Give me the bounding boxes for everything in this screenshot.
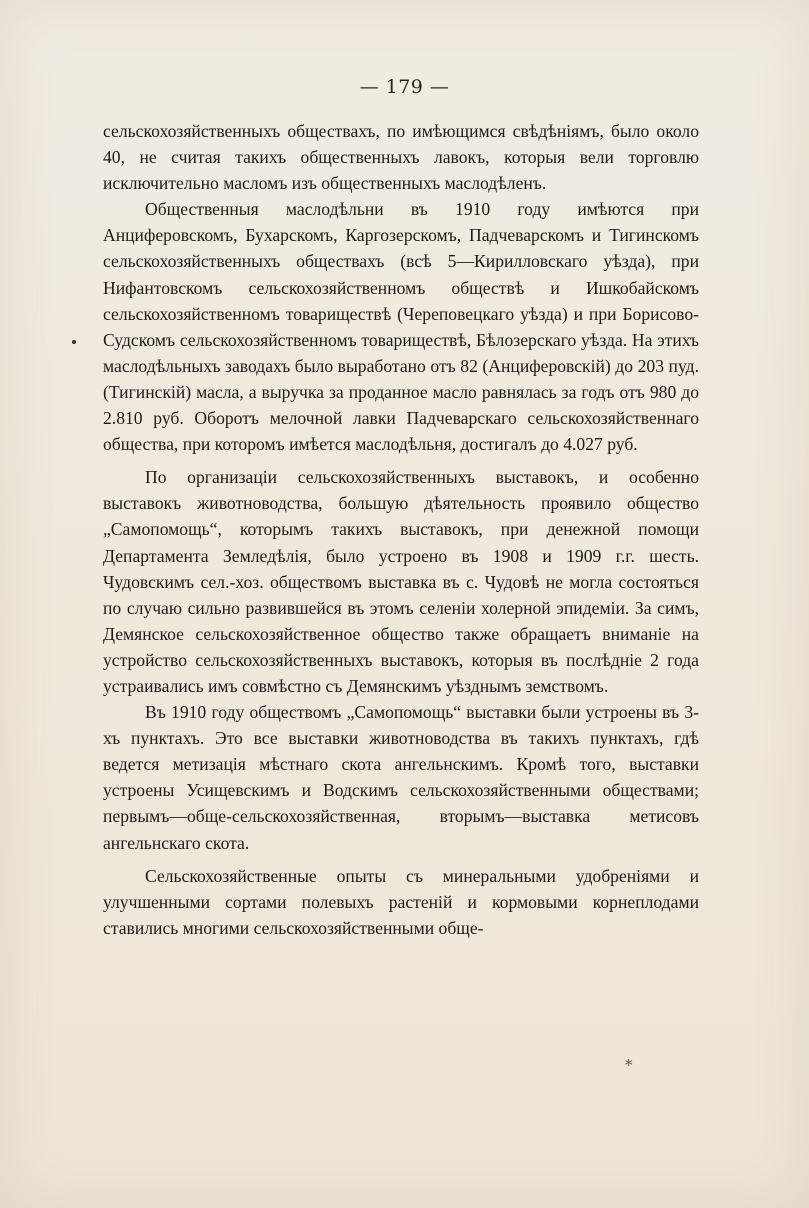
body-text: [103, 118, 699, 941]
paragraph-2: Общественныя маслодѣльни въ 1910 году имѣются при Анциферовскомъ, Бухарскомъ, Каргозерскомъ, Падчеварскомъ и Тигинскомъ сельскохозяйственныхъ обществахъ (всѣ 5—Кирилловскаго уѣзда), при Нифантовскомъ сельскохозяйственномъ обществѣ и Ишкобайскомъ сельскохозяйственномъ товариществѣ (Череповецкаго уѣзда) и при Борисово-Судскомъ сельскохозяйственномъ товариществѣ, Бѣлозерскаго уѣзда. На этихъ маслодѣльныхъ заводахъ было выработано отъ 82 (Анциферовскій) до 203 пуд. (Тигинскій) масла, а выручка за проданное масло равнялась за годъ отъ 980 до 2.810 руб. Оборотъ мелочной лавки Падчеварскаго сельскохозяйственнаго общества, при которомъ имѣется маслодѣльня, достигалъ до 4.027 руб.: [103, 199, 699, 455]
signature-mark: *: [625, 1056, 633, 1074]
paragraph-1: сельскохозяйственныхъ обществахъ, по имѣющимся свѣдѣніямъ, было около 40, не считая такихъ общественныхъ лавокъ, которыя вели торговлю исключительно масломъ изъ общественныхъ маслодѣленъ.: [103, 121, 699, 194]
margin-mark: [72, 340, 76, 344]
paragraph-5: Сельскохозяйственные опыты съ минеральными удобреніями и улучшенными сортами полевыхъ растеній и кормовыми корнеплодами ставились многими сельскохозяйственными обще-: [103, 865, 699, 938]
page-number: — 179 —: [359, 76, 450, 98]
paragraph-4: Въ 1910 году обществомъ „Самопомощь“ выставки были устроены въ 3-хъ пунктахъ. Это все выставки животноводства въ такихъ пунктахъ, гдѣ ведется метизація мѣстнаго скота ангельнскимъ. Кромѣ того, выставки устроены Усищевскимъ и Водскимъ сельскохозяйственными обществами; первымъ—обще-сельскохозяйственная, вторымъ—выставка метисовъ ангельнскаго скота.: [103, 702, 699, 853]
paragraph-3: По организаціи сельскохозяйственныхъ выставокъ, и особенно выставокъ животноводства, большую дѣятельность проявило общество „Самопомощь“, которымъ такихъ выставокъ, при денежной помощи Департамента Земледѣлія, было устроено въ 1908 и 1909 г.г. шесть. Чудовскимъ сел.-хоз. обществомъ выставка въ с. Чудовѣ не могла состояться по случаю сильно развившейся въ этомъ селеніи холерной эпидеміи. За симъ, Демянское сельскохозяйственное общество также обращаетъ вниманіе на устройство сельскохозяйственныхъ выставокъ, которыя въ послѣдніе 2 года устраивались имъ совмѣстно съ Демянскимъ уѣзднымъ земствомъ.: [103, 467, 699, 696]
